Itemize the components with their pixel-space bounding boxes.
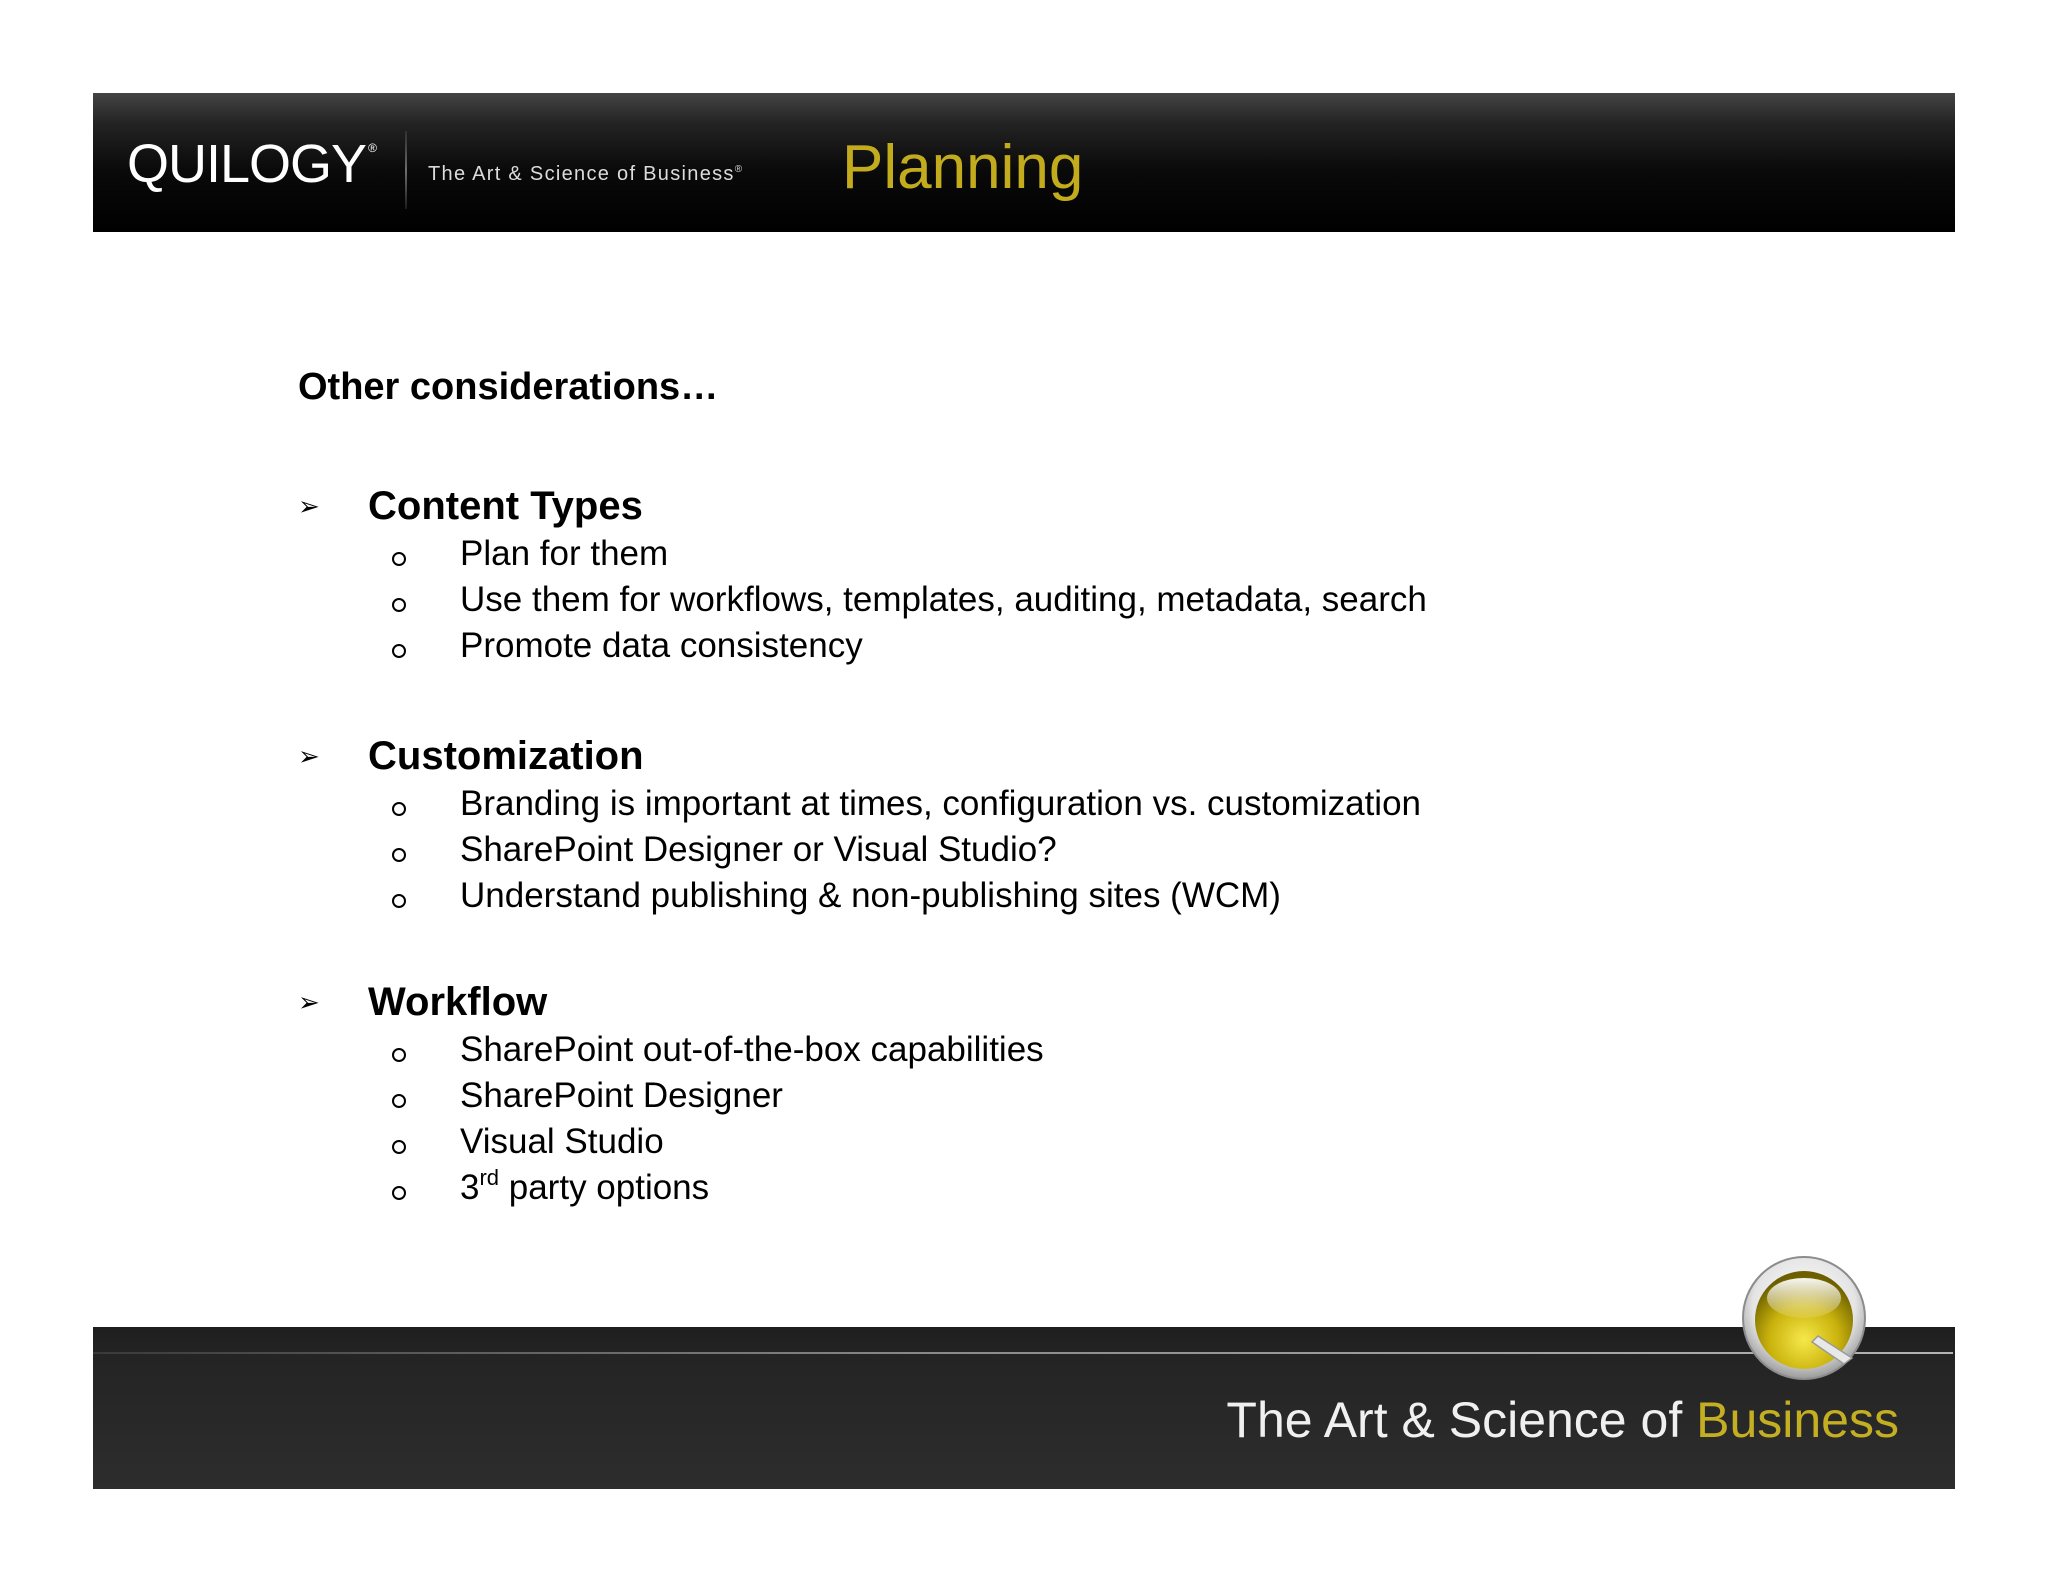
list-item-text: SharePoint Designer <box>460 1076 783 1115</box>
arrow-bullet-icon: ➢ <box>298 987 320 1017</box>
list-item <box>298 1073 1044 1119</box>
list-item <box>298 1119 1044 1165</box>
logo-wordmark: QUILOGY <box>127 134 367 194</box>
list-item-text <box>460 1165 710 1208</box>
section-title: Customization <box>368 733 644 778</box>
list-item <box>298 623 1427 669</box>
list-item <box>298 577 1427 623</box>
circle-bullet-icon <box>392 802 406 816</box>
section-title: Content Types <box>368 483 643 528</box>
list-item-text: Branding is important at times, configuration vs. customization <box>460 784 1421 823</box>
footer-tagline-text: The Art & Science of <box>1226 1392 1697 1448</box>
circle-bullet-icon <box>392 1186 406 1200</box>
item-remainder: party options <box>499 1168 710 1207</box>
list-item-text: Understand publishing & non-publishing sites (WCM) <box>460 876 1281 915</box>
header-tagline-text: The Art & Science of Business <box>428 163 735 185</box>
footer-tagline <box>1226 1392 1899 1448</box>
list-item-text: Visual Studio <box>460 1122 664 1161</box>
list-item-text: Use them for workflows, templates, auditing, metadata, search <box>460 580 1427 619</box>
q-emblem-icon <box>1740 1254 1872 1386</box>
circle-bullet-icon <box>392 552 406 566</box>
footer-divider-line <box>93 1352 1953 1354</box>
ordinal-suffix: rd <box>479 1165 500 1190</box>
circle-bullet-icon <box>392 848 406 862</box>
section-content-types <box>298 481 1427 669</box>
arrow-bullet-icon: ➢ <box>298 491 320 521</box>
slide-title: Planning <box>842 133 1084 202</box>
list-item <box>298 827 1421 873</box>
list-item-text: Plan for them <box>460 534 669 573</box>
section-title: Workflow <box>368 979 548 1024</box>
list-item-text: Promote data consistency <box>460 626 863 665</box>
list-item <box>298 1027 1044 1073</box>
circle-bullet-icon <box>392 1094 406 1108</box>
list-item <box>298 781 1421 827</box>
circle-bullet-icon <box>392 894 406 908</box>
list-item <box>298 873 1421 919</box>
list-item-text: SharePoint out-of-the-box capabilities <box>460 1030 1044 1069</box>
section-customization <box>298 731 1421 919</box>
intro-heading: Other considerations… <box>298 366 719 408</box>
section-workflow <box>298 977 1044 1211</box>
footer-bar <box>93 1327 1955 1489</box>
list-item <box>298 531 1427 577</box>
ordinal-number: 3 <box>460 1168 480 1207</box>
list-item <box>298 1165 1044 1211</box>
logo-registered-mark: ® <box>368 141 377 155</box>
circle-bullet-icon <box>392 1140 406 1154</box>
circle-bullet-icon <box>392 644 406 658</box>
footer-tagline-accent: Business <box>1696 1392 1899 1448</box>
arrow-bullet-icon: ➢ <box>298 741 320 771</box>
circle-bullet-icon <box>392 598 406 612</box>
circle-bullet-icon <box>392 1048 406 1062</box>
header-tagline-mark: ® <box>734 164 744 175</box>
list-item-text: SharePoint Designer or Visual Studio? <box>460 830 1057 869</box>
